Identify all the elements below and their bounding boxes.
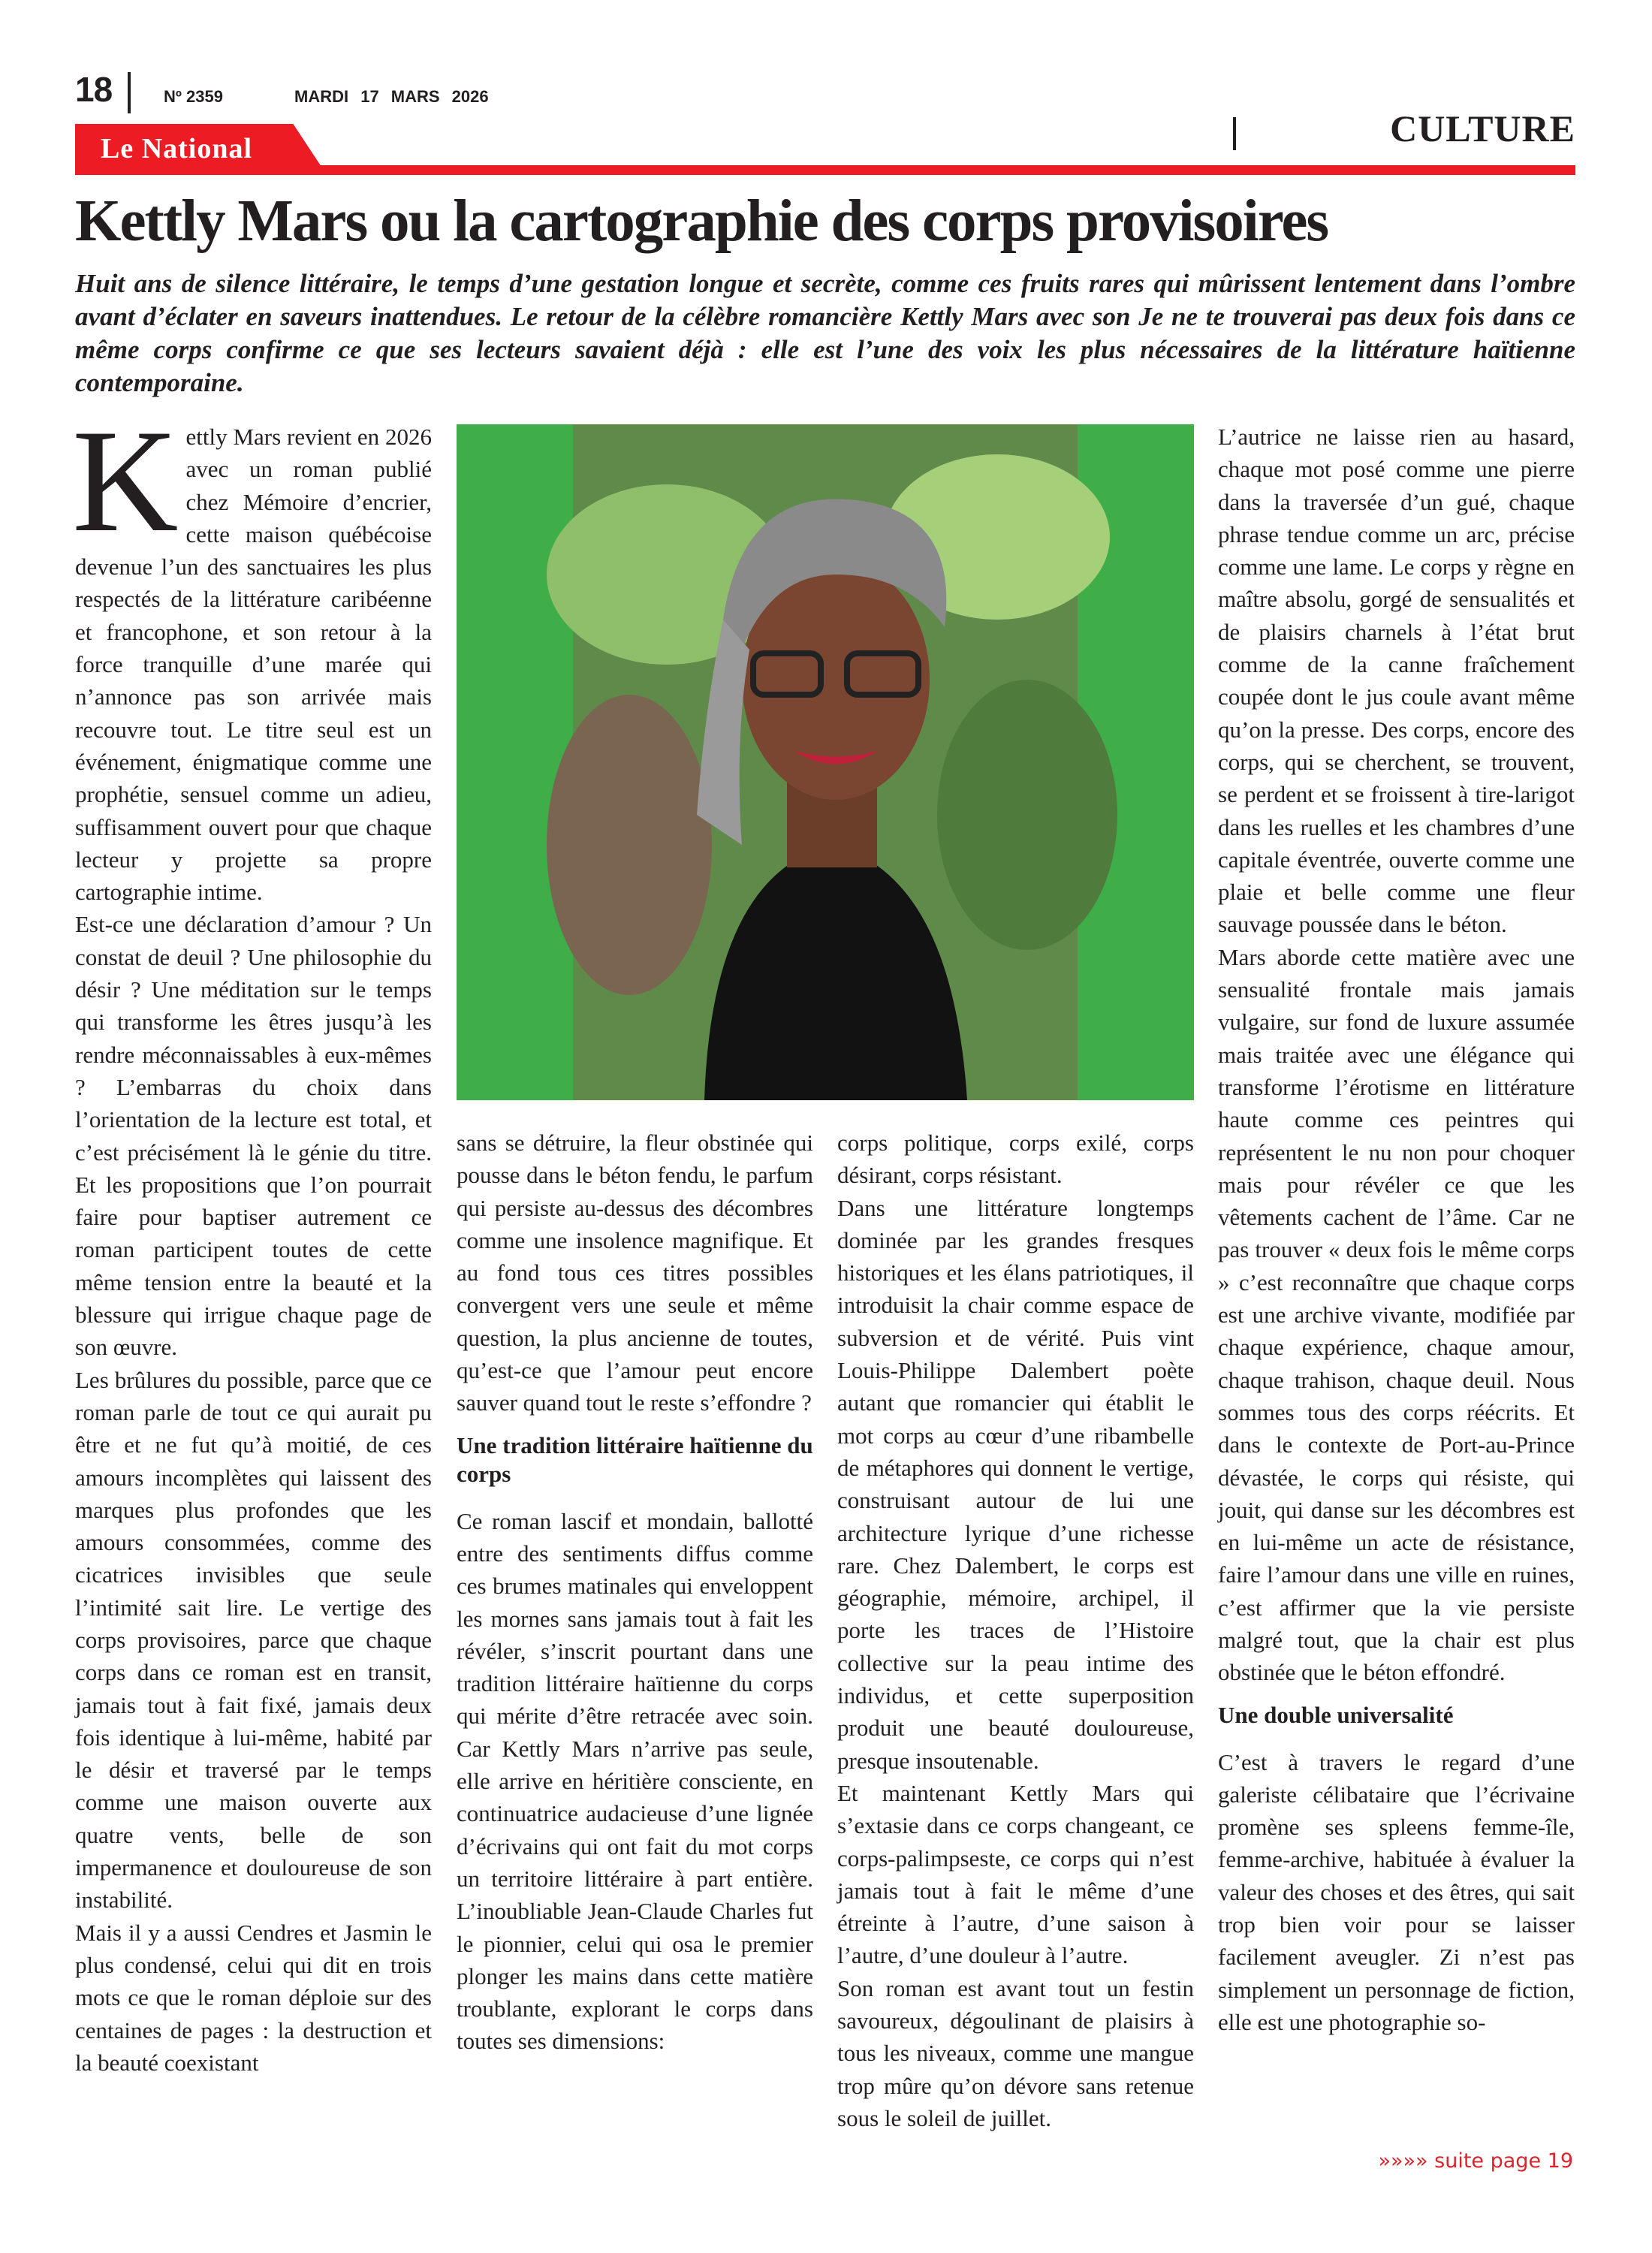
paragraph: Les brûlures du possible, parce que ce roman parle de tout ce qui aurait pu être et ne fut qu’à moitié, de ces amours incomplètes qui laissent des marques plus profondes que les amours consommées, comme des cicatrices invisibles que seule l’intimité sait lire. Le vertige des corps provisoires, parce que chaque corps dans ce roman est en transit, jamais tout à fait fixé, jamais deux fois identique à lui-même, habité par le désir et traversé par le temps comme une maison ouverte aux quatre vents, belle de son impermanence et douloureuse de son instabilité.: [75, 1366, 432, 1914]
brand-name: Le National: [101, 133, 253, 164]
article-lede: Huit ans de silence littéraire, le temps d’une gestation longue et secrète, comme ces fruits rares qui mûrissent lentement dans l’ombre avant d’éclater en saveurs inattendues. Le retour de la célèbre romancière Kettly Mars avec son Je ne te trouverai pas deux fois dans ce même corps confirme ce que ses lecteurs savaient déjà : elle est l’une des voix les plus nécessaires de la littérature haïtienne contemporaine.: [75, 269, 1575, 397]
paragraph: L’autrice ne laisse rien au hasard, chaque mot posé comme une pierre dans la traversée d’un gué, chaque phrase tendue comme un arc, précise comme une lame. Le corps y règne en maître absolu, gorgé de sensualités et de plaisirs charnels à l’état brut comme de la canne fraîchement coupée dont le jus coule avant même qu’on la presse. Des corps, encore des corps, qui se cherchent, se trouvent, se perdent et se froissent à tire-larigot dans les ruelles et les chambres d’une capitale éventrée, ouverte comme une plaie et belle comme une fleur sauvage poussée dans le béton.: [1218, 424, 1575, 938]
paragraph: Dans une littérature longtemps dominée par les grandes fresques historiques et les élans patriotiques, il introduisit la chair comme espace de subversion et de vérité. Puis vint Louis-Philippe Dalembert poète autant que romancier qui établit le mot corps au cœur d’une ribambelle de métaphores qui donnent le vertige, construisant autour de lui une architecture lyrique d’une richesse rare. Chez Dalembert, le corps est géographie, mémoire, archipel, il porte les traces de l’Histoire collective sur la peau intime des individus, et cette superposition produit une beauté douloureuse, presque insoutenable.: [837, 1194, 1194, 1774]
column-4: [1218, 421, 1575, 2038]
paragraph: ettly Mars revient en 2026 avec un roman publié chez Mémoire d’encrier, cette maison québécoise devenue l’un des sanctuaires les plus respectés de la littérature caribéenne et francophone, et son retour à la force tranquille d’une marée qui n’annonce pas son arrivée mais recouvre tout. Le titre seul est un événement, énigmatique comme une prophétie, sensuel comme un adieu, suffisamment ouvert pour que chaque lecteur y projette sa propre cartographie intime.: [75, 424, 432, 906]
continued-link[interactable]: »»»» suite page 19: [1378, 2149, 1573, 2173]
article-title: Kettly Mars ou la cartographie des corps provisoires: [75, 189, 1328, 254]
page-number: 18: [75, 70, 113, 109]
issue-number: Nº 2359: [164, 87, 223, 106]
header-rule: [75, 165, 1575, 175]
paragraph: Son roman est avant tout un festin savoureux, dégoulinant de plaisirs à tous les niveaux, comme une mangue trop mûre qu’on dévore sans retenue sous le soleil de juillet.: [837, 1974, 1194, 2131]
paragraph: corps politique, corps exilé, corps désirant, corps résistant.: [837, 1130, 1194, 1189]
column-2: [457, 1126, 813, 2058]
portrait-illustration: [457, 424, 1194, 1100]
section-label: CULTURE: [1390, 107, 1575, 149]
column-3: [837, 1126, 1194, 2134]
paragraph: C’est à travers le regard d’une galeriste célibataire que l’écrivaine promène ses spleens femme-île, femme-archive, habituée à évaluer la valeur des choses et des êtres, qui sait trop bien voir pour se laisser facilement aveugler. Zi n’est pas simplement un personnage de fiction, elle est une photographie so-: [1218, 1748, 1575, 2035]
paragraph: Mais il y a aussi Cendres et Jasmin le plus condensé, celui qui dit en trois mots ce que le roman déploie sur des centaines de pages : la destruction et la beauté coexistant: [75, 1919, 432, 2076]
column-1: [72, 400, 432, 2079]
drop-cap: K: [72, 400, 179, 562]
header-divider: [128, 72, 131, 113]
paragraph: Est-ce une déclaration d’amour ? Un constat de deuil ? Une philosophie du désir ? Une méditation sur le temps qui transforme les êtres jusqu’à les rendre méconnaissables à eux-mêmes ? L’embarras du choix dans l’orientation de la lecture est total, et c’est précisément là le génie du titre. Et les propositions que l’on pourrait faire pour baptiser autrement ce roman participent toutes de cette même tension entre la beauté et la blessure qui irrigue chaque page de son œuvre.: [75, 911, 432, 1361]
subheading-universalite: Une double universalité: [1218, 1701, 1454, 1728]
subheading-tradition: Une tradition littéraire haïtienne du corps: [457, 1431, 813, 1487]
paragraph: Et maintenant Kettly Mars qui s’extasie dans ce corps changeant, ce corps-palimpseste, ce corps qui n’est jamais tout à fait le même d’une étreinte à l’autre, d’une saison à l’autre, d’une douleur à l’autre.: [837, 1779, 1194, 1969]
paragraph: Ce roman lascif et mondain, ballotté entre des sentiments diffus comme ces brumes matinales qui enveloppent les mornes sans jamais tout à fait les révéler, s’inscrit pourtant dans une tradition littéraire haïtienne du corps qui mérite d’être retracée avec soin. Car Kettly Mars n’arrive pas seule, elle arrive en héritière consciente, en continuatrice audacieuse d’une lignée d’écrivains qui ont fait du mot corps un territoire littéraire à part entière. L’inoubliable Jean-Claude Charles fut le pionnier, celui qui osa le premier plonger les mains dans cette matière troublante, explorant le corps dans toutes ses dimensions:: [457, 1507, 813, 2055]
paragraph: sans se détruire, la fleur obstinée qui pousse dans le béton fendu, le parfum qui persiste au-dessus des décombres comme une insolence magnifique. Et au fond tous ces titres possibles convergent vers une seule et même question, la plus ancienne de toutes, qu’est-ce que l’amour peut encore sauver quand tout le reste s’effondre ?: [457, 1130, 813, 1416]
section-divider: [1233, 117, 1236, 150]
author-photo: [457, 424, 1194, 1100]
paragraph: Mars aborde cette matière avec une sensualité frontale mais jamais vulgaire, sur fond de luxure assumée mais traitée avec une élégance qui transforme l’érotisme en littérature haute comme ces peintres qui représentent le nu non pour choquer mais pour révéler ce que les vêtements cachent de l’âme. Car ne pas trouver « deux fois le même corps » c’est reconnaître que chaque corps est une archive vivante, modifiée par chaque expérience, chaque amour, chaque trahison, chaque deuil. Nous sommes tous des corps réécrits. Et dans le contexte de Port-au-Prince dévastée, le corps qui résiste, qui jouit, qui danse sur les décombres est en lui-même un acte de résistance, faire l’amour dans une ville en ruines, c’est affirmer que la vie persiste malgré tout, que la chair est plus obstinée que le béton effondré.: [1218, 943, 1575, 1686]
issue-date: MARDI 17 MARS 2026: [294, 87, 489, 106]
